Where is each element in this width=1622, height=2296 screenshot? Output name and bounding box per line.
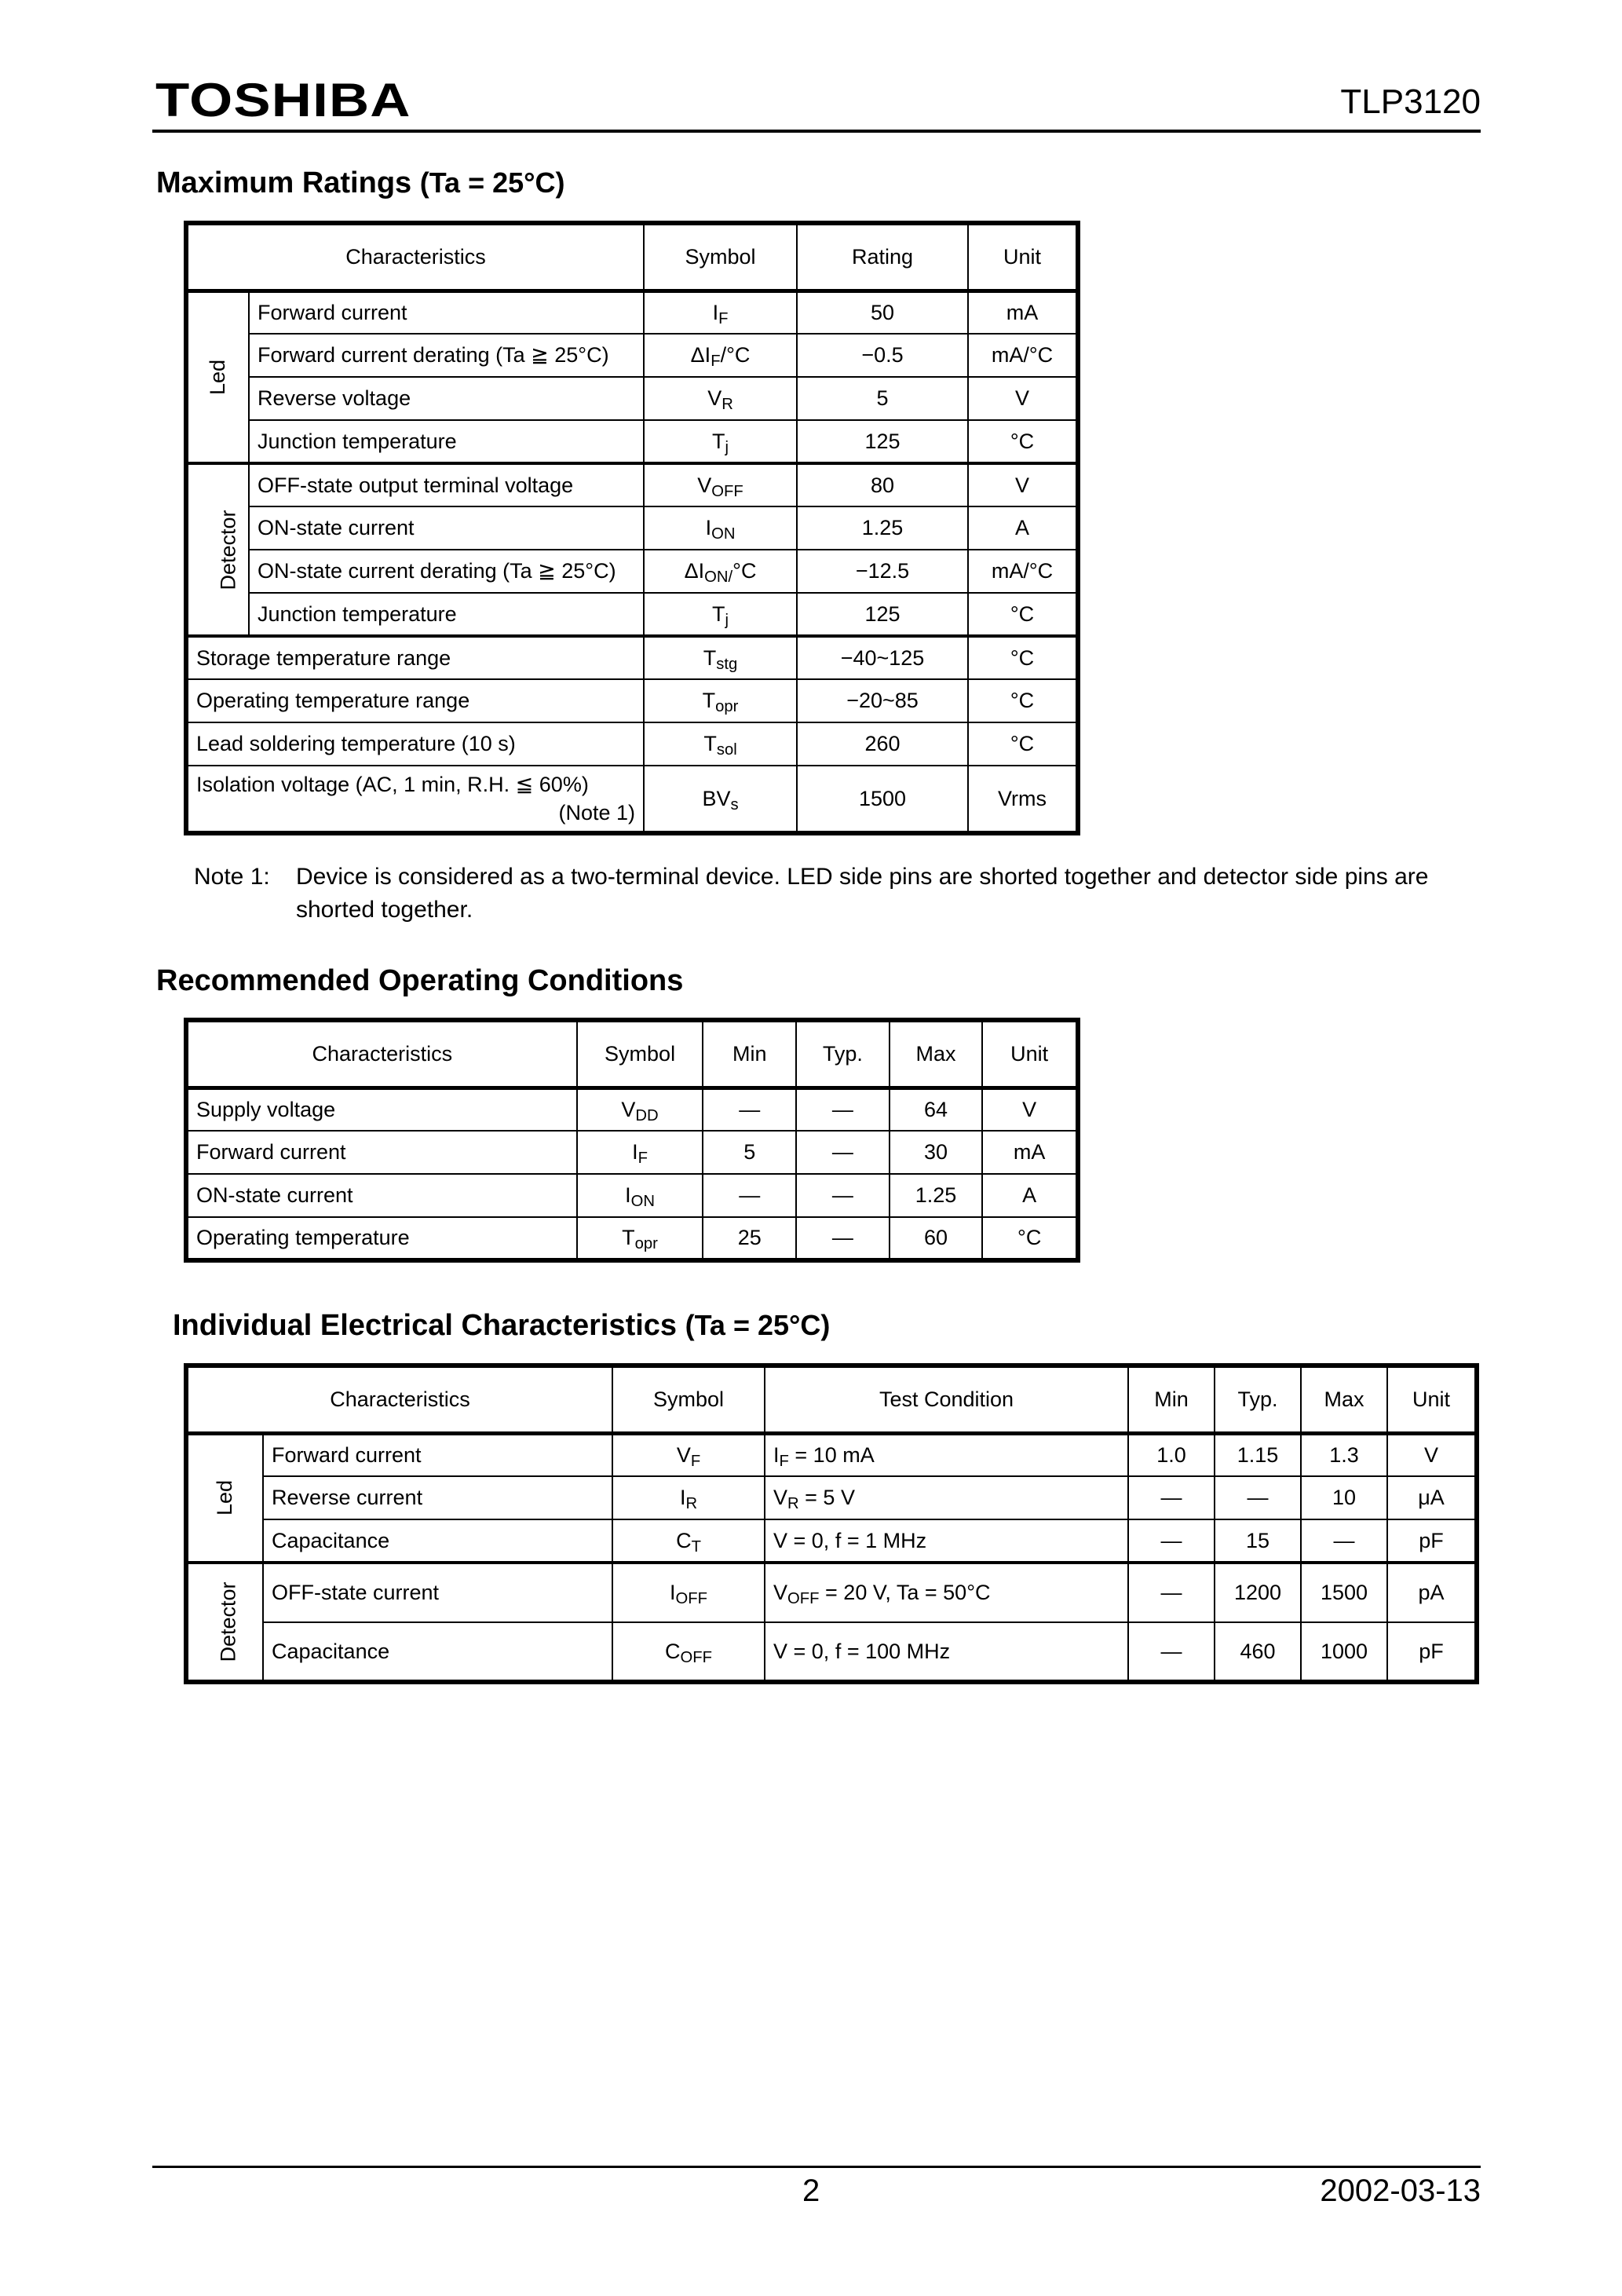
elec-title: Individual Electrical Characteristics (173, 1309, 678, 1342)
rating: 1500 (797, 766, 968, 833)
col-header: Typ. (796, 1020, 890, 1088)
unit: °C (982, 1217, 1078, 1260)
symbol: $T_{stg}$ (644, 636, 797, 679)
document-date: 2002-03-13 (1320, 2174, 1481, 2208)
unit: °C (968, 722, 1078, 766)
unit: mA/°C (968, 550, 1078, 593)
unit: V (982, 1088, 1078, 1131)
typ: 1.15 (1215, 1433, 1301, 1476)
rec-op-heading: Recommended Operating Conditions (156, 964, 684, 997)
table-row (186, 679, 1078, 722)
min: — (1128, 1622, 1215, 1682)
unit: pA (1387, 1563, 1477, 1622)
typ: 460 (1215, 1622, 1301, 1682)
table-row (186, 636, 1078, 679)
unit: pF (1387, 1622, 1477, 1682)
unit: V (968, 377, 1078, 420)
symbol: $T_{sol}$ (644, 722, 797, 766)
symbol: $V_R$ (644, 377, 797, 420)
symbol: $C_{OFF}$ (612, 1622, 765, 1682)
col-header: Unit (1387, 1366, 1477, 1433)
unit: °C (968, 679, 1078, 722)
symbol: $I_F$ (577, 1131, 703, 1174)
typ: 1200 (1215, 1563, 1301, 1622)
characteristic: Forward current derating (Ta ≧ 25°C) (249, 334, 644, 377)
max-ratings-heading (156, 168, 565, 198)
symbol: $I_F$ (644, 291, 797, 334)
rating: −12.5 (797, 550, 968, 593)
characteristic: Capacitance (263, 1519, 612, 1563)
characteristic: OFF-state current (263, 1563, 612, 1622)
characteristic: Operating temperature (186, 1217, 577, 1260)
symbol: $T_{opr}$ (644, 679, 797, 722)
col-header: Unit (968, 223, 1078, 291)
table-row (186, 1622, 1477, 1682)
group-label-led: Led (186, 1433, 263, 1563)
characteristic: Supply voltage (186, 1088, 577, 1131)
symbol: $V_{DD}$ (577, 1088, 703, 1131)
group-label-led: Led (186, 291, 249, 463)
characteristic: ON-state current (249, 506, 644, 550)
max: 30 (890, 1131, 983, 1174)
table-row (186, 1174, 1078, 1217)
characteristic: Reverse current (263, 1476, 612, 1519)
table-row (186, 1433, 1477, 1476)
footer-rule (152, 2166, 1481, 2168)
symbol: $I_{OFF}$ (612, 1563, 765, 1622)
characteristic: Forward current (186, 1131, 577, 1174)
unit: mA/°C (968, 334, 1078, 377)
unit: Vrms (968, 766, 1078, 833)
col-header: Symbol (644, 223, 797, 291)
unit: V (1387, 1433, 1477, 1476)
typ: — (796, 1131, 890, 1174)
characteristic: Capacitance (263, 1622, 612, 1682)
max: 64 (890, 1088, 983, 1131)
symbol: $T_j$ (644, 420, 797, 463)
characteristic: Junction temperature (249, 420, 644, 463)
col-header: Min (1128, 1366, 1215, 1433)
col-header: Test Condition (765, 1366, 1128, 1433)
test-condition: V = 0, f = 1 MHz (765, 1519, 1128, 1563)
elec-heading (173, 1311, 830, 1340)
table-row (186, 1519, 1477, 1563)
typ: — (796, 1217, 890, 1260)
symbol: $\Delta I_{ON/}^\circ C$ (644, 550, 797, 593)
max-ratings-title: Maximum Ratings (156, 166, 412, 199)
unit: A (982, 1174, 1078, 1217)
table-row (186, 291, 1078, 334)
max-ratings-condition: (Ta = 25°C) (419, 166, 565, 199)
typ: 15 (1215, 1519, 1301, 1563)
typ: — (1215, 1476, 1301, 1519)
min: — (1128, 1563, 1215, 1622)
unit: °C (968, 420, 1078, 463)
characteristic: Lead soldering temperature (10 s) (186, 722, 644, 766)
test-condition: $V_R = 5$ V (765, 1476, 1128, 1519)
unit: V (968, 463, 1078, 506)
col-header: Characteristics (186, 1366, 612, 1433)
unit: mA (968, 291, 1078, 334)
max: 1.25 (890, 1174, 983, 1217)
col-header: Symbol (612, 1366, 765, 1433)
rating: 80 (797, 463, 968, 506)
characteristic: Forward current (263, 1433, 612, 1476)
col-header: Rating (797, 223, 968, 291)
symbol: $V_F$ (612, 1433, 765, 1476)
characteristic: Isolation voltage (AC, 1 min, R.H. ≦ 60%) (Note 1) (186, 766, 644, 833)
test-condition: V = 0, f = 100 MHz (765, 1622, 1128, 1682)
unit: °C (968, 636, 1078, 679)
test-condition: $I_F = 10$ mA (765, 1433, 1128, 1476)
rating: −20~85 (797, 679, 968, 722)
table-row (186, 334, 1078, 377)
rating: 50 (797, 291, 968, 334)
min: 25 (703, 1217, 796, 1260)
col-header: Max (890, 1020, 983, 1088)
col-header: Characteristics (186, 1020, 577, 1088)
characteristic: Reverse voltage (249, 377, 644, 420)
unit: mA (982, 1131, 1078, 1174)
symbol: $BV_s$ (644, 766, 797, 833)
col-header: Characteristics (186, 223, 644, 291)
col-header: Max (1301, 1366, 1387, 1433)
characteristic: ON-state current (186, 1174, 577, 1217)
table-row (186, 550, 1078, 593)
note-text: Device is considered as a two-terminal device. LED side pins are shorted together and detector side pins are shorted together. (296, 864, 1429, 923)
symbol: $V_{OFF}$ (644, 463, 797, 506)
symbol: $I_{ON}$ (644, 506, 797, 550)
symbol: $I_{ON}$ (577, 1174, 703, 1217)
table-row (186, 593, 1078, 636)
typ: — (796, 1088, 890, 1131)
page-number: 2 (802, 2174, 820, 2208)
col-header: Typ. (1215, 1366, 1301, 1433)
group-label-detector: Detector (186, 1563, 263, 1682)
unit: °C (968, 593, 1078, 636)
symbol: $I_R$ (612, 1476, 765, 1519)
col-header: Symbol (577, 1020, 703, 1088)
note-1 (194, 861, 1481, 927)
characteristic: OFF-state output terminal voltage (249, 463, 644, 506)
table-row (186, 1476, 1477, 1519)
table-row (186, 463, 1078, 506)
characteristic: Junction temperature (249, 593, 644, 636)
max-ratings-table (184, 221, 1080, 835)
table-row (186, 1217, 1078, 1260)
symbol: $T_{opr}$ (577, 1217, 703, 1260)
symbol: $\Delta I_F/^\circ C$ (644, 334, 797, 377)
table-row (186, 722, 1078, 766)
group-label-detector: Detector (186, 463, 249, 636)
symbol: $T_j$ (644, 593, 797, 636)
unit: A (968, 506, 1078, 550)
unit: pF (1387, 1519, 1477, 1563)
rating: −0.5 (797, 334, 968, 377)
min: — (1128, 1476, 1215, 1519)
col-header: Min (703, 1020, 796, 1088)
characteristic: Operating temperature range (186, 679, 644, 722)
table-row (186, 1131, 1078, 1174)
rec-op-table (184, 1018, 1080, 1263)
table-row (186, 1088, 1078, 1131)
table-row (186, 766, 1078, 833)
table-row (186, 420, 1078, 463)
max: 10 (1301, 1476, 1387, 1519)
min: — (703, 1174, 796, 1217)
toshiba-logo: TOSHIBA (155, 74, 411, 126)
elec-table (184, 1363, 1479, 1684)
min: 1.0 (1128, 1433, 1215, 1476)
rating: 1.25 (797, 506, 968, 550)
rating: 5 (797, 377, 968, 420)
min: — (1128, 1519, 1215, 1563)
characteristic: ON-state current derating (Ta ≧ 25°C) (249, 550, 644, 593)
test-condition: $V_{OFF} = 20$ V, Ta = 50°C (765, 1563, 1128, 1622)
characteristic: Forward current (249, 291, 644, 334)
elec-condition: (Ta = 25°C) (685, 1309, 831, 1341)
part-number: TLP3120 (1340, 82, 1481, 121)
header-rule (152, 130, 1481, 133)
table-row (186, 377, 1078, 420)
min: — (703, 1088, 796, 1131)
table-row (186, 506, 1078, 550)
typ: — (796, 1174, 890, 1217)
rating: 260 (797, 722, 968, 766)
rating: 125 (797, 593, 968, 636)
note-label: Note 1: (194, 864, 270, 890)
unit: μA (1387, 1476, 1477, 1519)
max: 60 (890, 1217, 983, 1260)
col-header: Unit (982, 1020, 1078, 1088)
symbol: $C_T$ (612, 1519, 765, 1563)
max: 1000 (1301, 1622, 1387, 1682)
max: 1500 (1301, 1563, 1387, 1622)
characteristic: Storage temperature range (186, 636, 644, 679)
max: 1.3 (1301, 1433, 1387, 1476)
rating: 125 (797, 420, 968, 463)
min: 5 (703, 1131, 796, 1174)
table-row (186, 1563, 1477, 1622)
max: — (1301, 1519, 1387, 1563)
rating: −40~125 (797, 636, 968, 679)
